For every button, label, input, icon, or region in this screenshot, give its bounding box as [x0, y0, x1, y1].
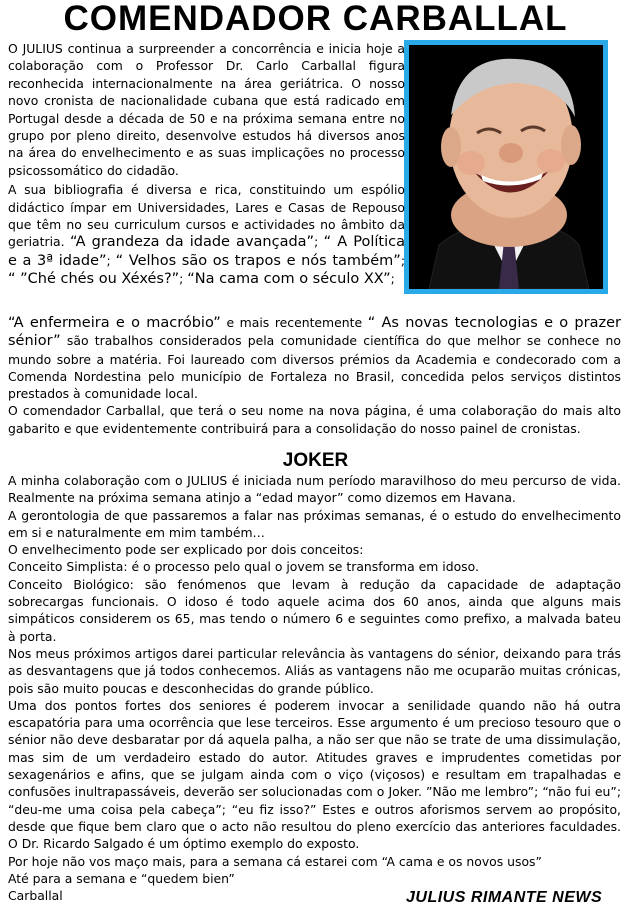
body-paragraph: Nos meus próximos artigos darei particular relevância às vantagens do sénior, deixando para trás as desvantagens que já todos conhecemos. Aliás as vantagens não me ocuparão muitas crónicas, pois são muito poucas e desconhecidas do grande público.	[8, 645, 621, 696]
signature: Carballal	[8, 888, 63, 904]
book-title: “ Velhos são os trapos e nós também”	[115, 252, 401, 269]
intro-paragraph-2-end: são trabalhos considerados pela comunidade científica do que melhor se conhece no mundo sobre a matéria. Foi laureado com diversos prémios da Academia e condecorado com a Comenda Nordestina pelo município de Fortaleza no Brasil, concedida pelos serviços distintos prestados à comunidade local.	[8, 333, 621, 402]
intro-continued	[8, 314, 621, 437]
book-title: “A enfermeira e o macróbio”	[8, 315, 221, 331]
body-paragraph: A gerontologia de que passaremos a falar nas próximas semanas, é o estudo do envelhecimento em si e naturalmente em mim também…	[8, 507, 621, 540]
page-title: COMENDADOR CARBALLAL	[63, 0, 568, 38]
intro-paragraph-1: O JULIUS continua a surpreender a concorrência e inicia hoje a colaboração com o Professor Dr. Carlo Carballal figura reconhecida internacionalmente na área geriátrica. O nosso novo cronista de nacionalidade cubana que está radicado em Portugal desde a década de 50 e na próxima semana entre no grupo por pleno direito, desenvolve estudos há diversos anos na área do envelhecimento e as suas implicações no processo psicossomático do cidadão.	[8, 41, 405, 178]
intro-connector: e mais recentemente	[226, 315, 363, 330]
book-title: “ A Política e a 3ª idade”	[8, 234, 405, 269]
body-paragraph: A minha colaboração com o JULIUS é iniciada num período maravilhoso do meu percurso de vida. Realmente na próxima semana atinjo a “edad mayor” como dizemos em Havana.	[8, 473, 621, 506]
intro-bibliography-text: A sua bibliografia é diversa e rica, constituindo um espólio didáctico ímpar em Universidades, Lares e Casas de Repouso que têm no seu curriculum cursos e actividades no âmbito da geriatria.	[8, 182, 405, 250]
article-body	[8, 472, 621, 904]
body-paragraph: Até para a semana e “quedem bien”	[8, 870, 235, 886]
intro-paragraph-2: A sua bibliografia é diversa e rica, constituindo um espólio didáctico ímpar em Universidades, Lares e Casas de Repouso que têm no seu curriculum cursos e actividades no âmbito da geriatria. “A grandeza da idade avançada”; “ A Política e a 3ª idade”; “ Velhos são os trapos e nós também”; “ ”Ché chés ou Xéxés?”; “Na cama com o século XX”;	[8, 182, 406, 288]
body-paragraph: Conceito Biológico: são fenómenos que levam à redução da capacidade de adaptação sobrecargas funcionais. O idoso é todo aquele acima dos 60 anos, ainda que alguns mais simpáticos considerem os 65, mas tendo o número 6 e seguintes como prefixo, a malvada bateu à porta.	[8, 576, 621, 644]
book-title: “ ”Ché chés ou Xéxés?”	[8, 271, 180, 288]
body-paragraph: Uma dos pontos fortes dos seniores é poderem invocar a senilidade quando não há outra escapatória para uma ocorrência que lese terceiros. Esse argumento é um precioso tesouro que o sénior não deve desbaratar por dá aquela palha, a não ser que não se trate de uma dissimulação, mas sim de um verdadeiro estado do autor. Atitudes graves e imprudentes cometidas por sexagenários e afins, que se julgam ainda com o viço (viçosos) e resultam em trapalhadas e confusões inultrapassáveis, deverão ser solucionadas com o Joker. ”Não me lembro”; “não fui eu”; “deu-me uma coisa pela cabeça”; “eu fiz isso?” Estes e outros aforismos servem ao propósito, desde que fique bem claro que o acto não resultou do pleno exercício das anteriores faculdades. O Dr. Ricardo Salgado é um óptimo exemplo do exposto.	[8, 697, 621, 852]
intro-paragraph-3: O comendador Carballal, que terá o seu nome na nova página, é uma colaboração do mais alto gabarito e que evidentemente contribuirá para a consolidação do nosso painel de cronistas.	[8, 403, 621, 436]
portrait-icon	[409, 45, 603, 289]
book-title: “Na cama com o século XX”	[187, 271, 391, 288]
portrait-photo	[404, 40, 608, 294]
section-title: JOKER	[282, 450, 349, 471]
body-paragraph: Conceito Simplista: é o processo pelo qual o jovem se transforma em idoso.	[8, 559, 479, 575]
book-title: “A grandeza da idade avançada”	[69, 234, 315, 251]
brand-footer: JULIUS RIMANTE NEWS	[406, 889, 603, 906]
intro-column	[8, 40, 405, 289]
book-title: “ As novas tecnologias e o prazer sénior”	[8, 315, 621, 350]
body-paragraph: Por hoje não vos maço mais, para a semana cá estarei com “A cama e os novos usos”	[8, 853, 542, 869]
body-paragraph: O envelhecimento pode ser explicado por dois conceitos:	[8, 542, 364, 558]
